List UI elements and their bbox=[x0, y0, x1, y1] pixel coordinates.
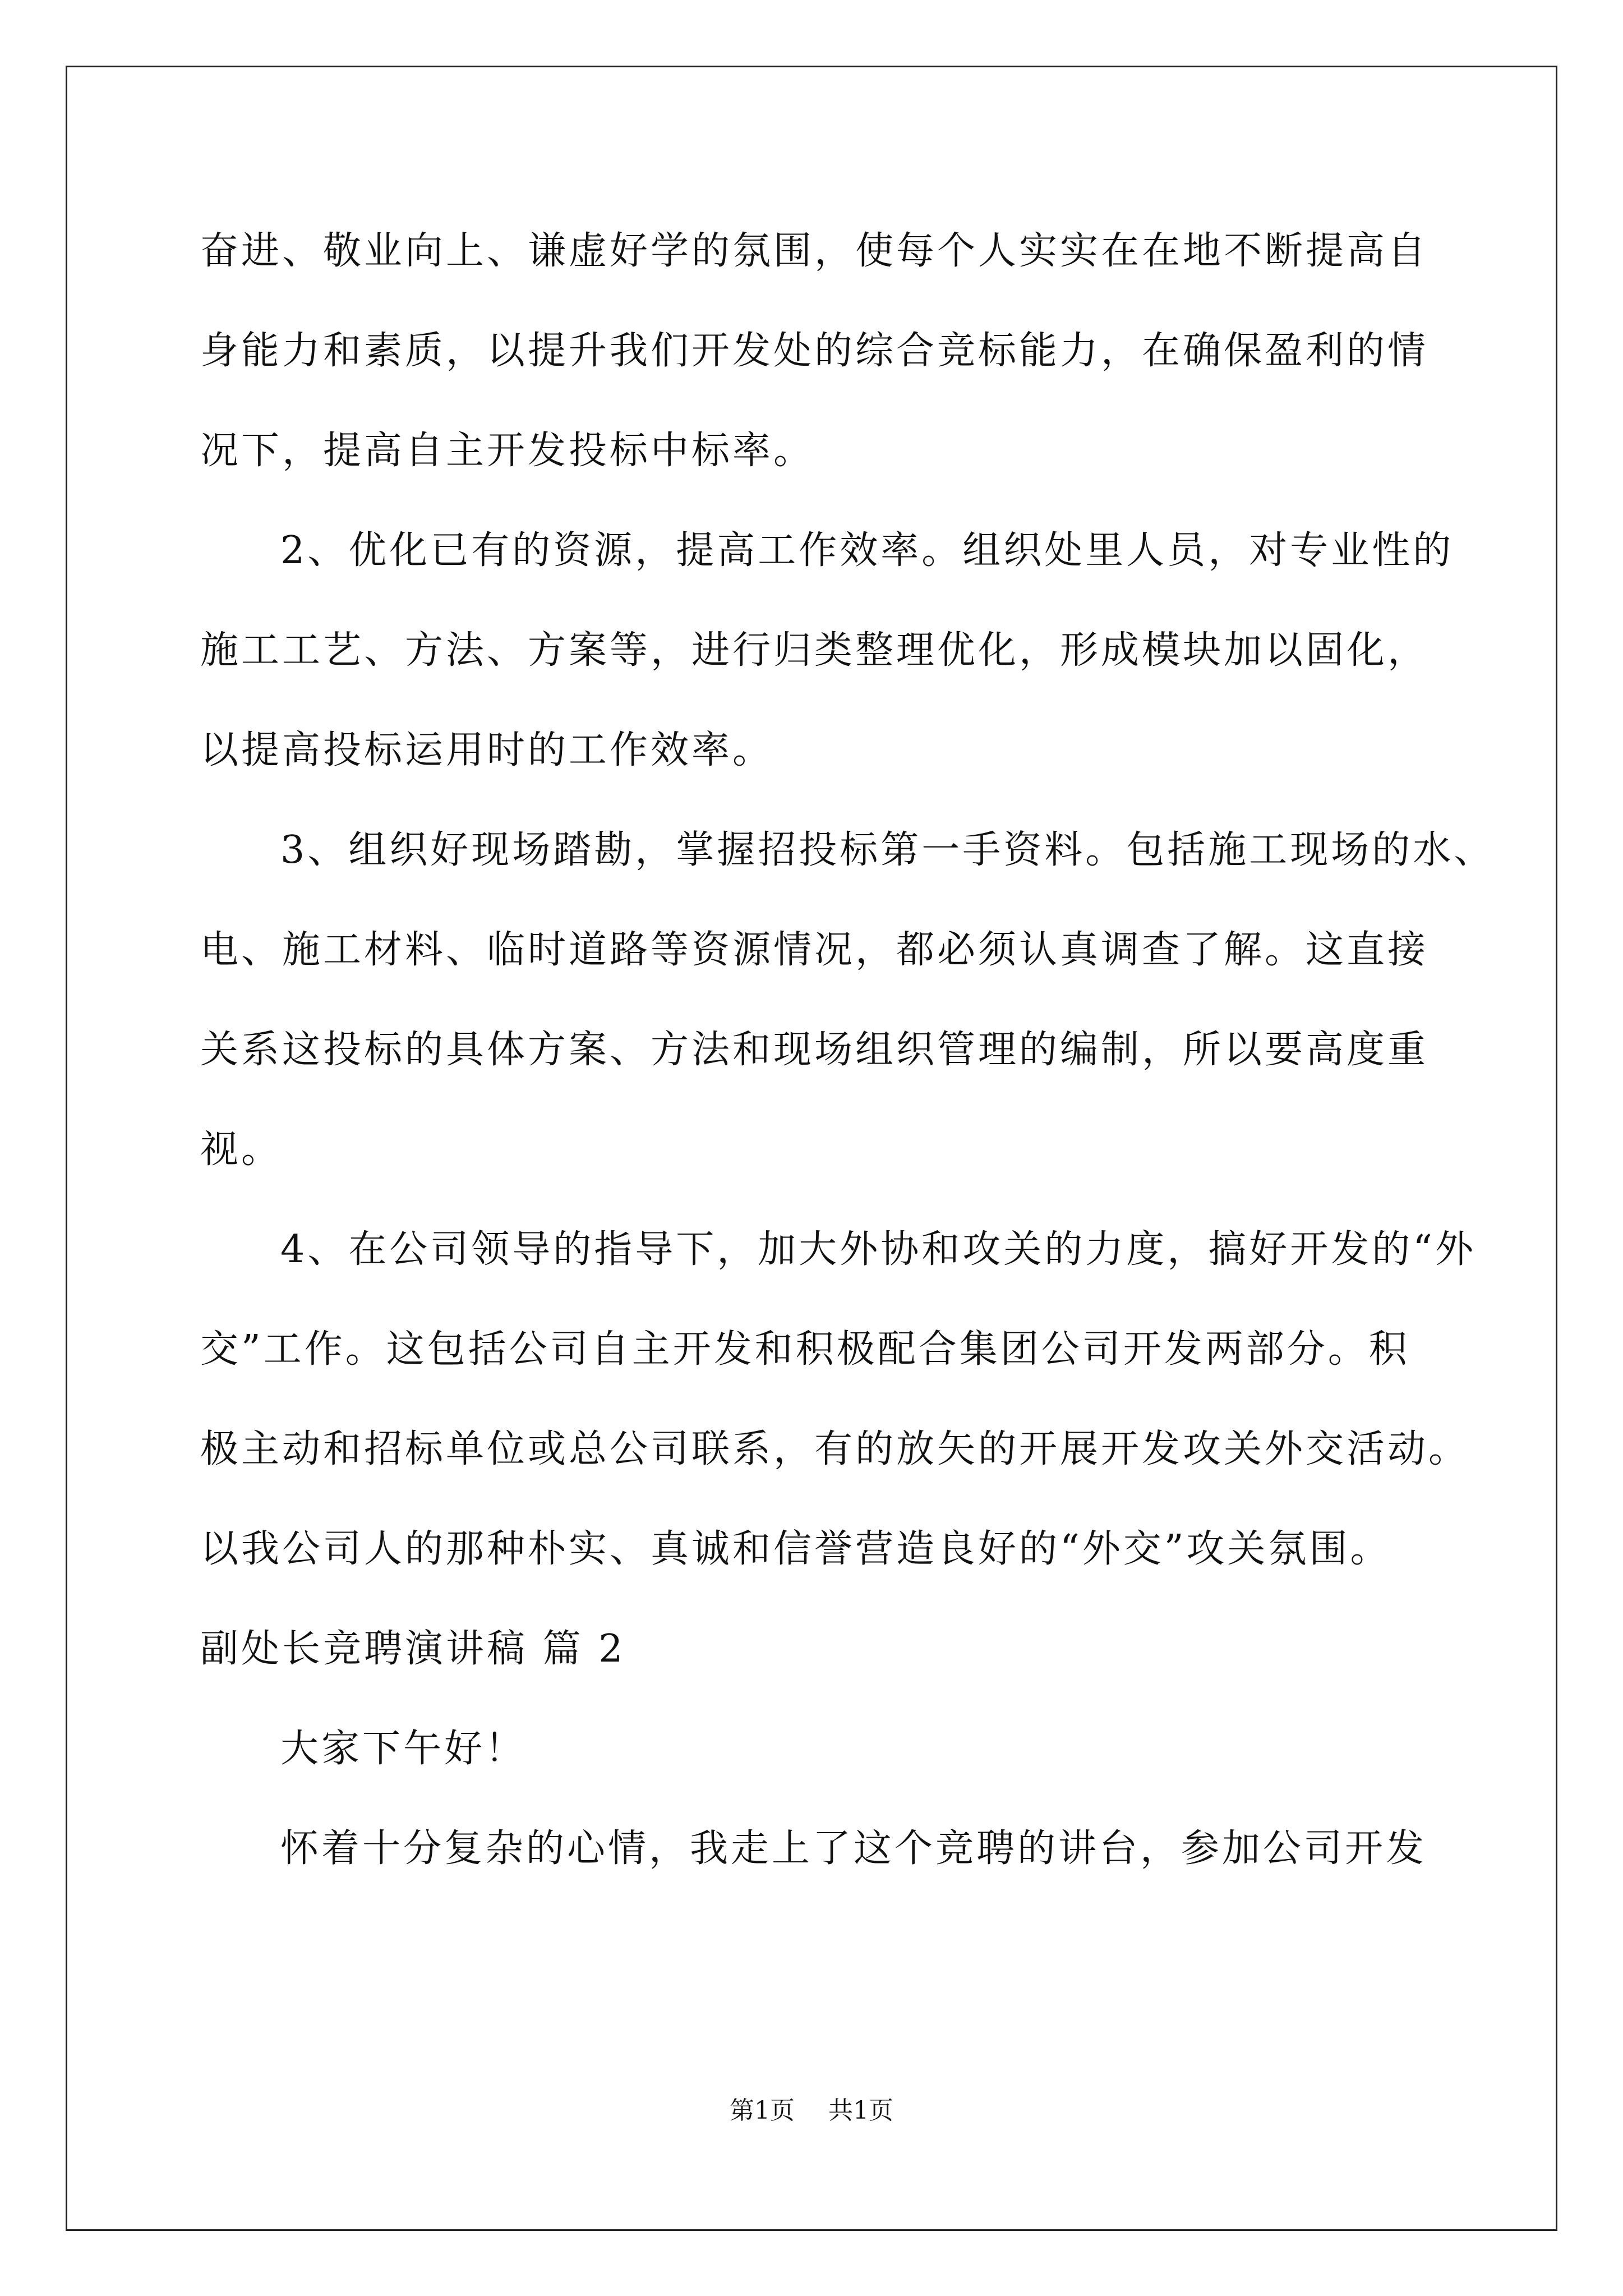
text-line: 2、优化已有的资源，提高工作效率。组织处里人员，对专业性的 bbox=[280, 528, 1454, 573]
text-line: 视。 bbox=[200, 1128, 283, 1172]
text-line: 奋进、敬业向上、谦虚好学的氛围，使每个人实实在在地不断提高自 bbox=[200, 229, 1429, 273]
text-line: 关系这投标的具体方案、方法和现场组织管理的编制，所以要高度重 bbox=[200, 1028, 1429, 1072]
text-line: 以提高投标运用时的工作效率。 bbox=[200, 728, 774, 772]
text-line: 极主动和招标单位或总公司联系，有的放矢的开展开发攻关外交活动。 bbox=[200, 1427, 1470, 1471]
page-total: 共1页 bbox=[828, 2096, 893, 2125]
text-line: 3、组织好现场踏勘，掌握招投标第一手资料。包括施工现场的水、 bbox=[280, 828, 1495, 872]
section-heading: 副处长竞聘演讲稿 篇 2 bbox=[200, 1627, 626, 1671]
page-footer bbox=[0, 2095, 1623, 2127]
text-line: 4、在公司领导的指导下，加大外协和攻关的力度，搞好开发的“外 bbox=[280, 1227, 1477, 1272]
text-line: 交”工作。这包括公司自主开发和积极配合集团公司开发两部分。积 bbox=[200, 1327, 1410, 1372]
text-line: 怀着十分复杂的心情，我走上了这个竞聘的讲台，参加公司开发 bbox=[280, 1826, 1427, 1871]
text-line: 大家下午好！ bbox=[280, 1727, 527, 1771]
text-line: 施工工艺、方法、方案等，进行归类整理优化，形成模块加以固化， bbox=[200, 628, 1429, 673]
text-line: 以我公司人的那种朴实、真诚和信誉营造良好的“外交”攻关氛围。 bbox=[200, 1527, 1391, 1571]
text-line: 身能力和素质，以提升我们开发处的综合竞标能力，在确保盈利的情 bbox=[200, 329, 1429, 373]
text-line: 况下，提高自主开发投标中标率。 bbox=[200, 429, 815, 473]
page-border bbox=[66, 66, 1557, 2231]
text-line: 电、施工材料、临时道路等资源情况，都必须认真调查了解。这直接 bbox=[200, 928, 1429, 972]
page-number: 第1页 bbox=[730, 2096, 795, 2125]
